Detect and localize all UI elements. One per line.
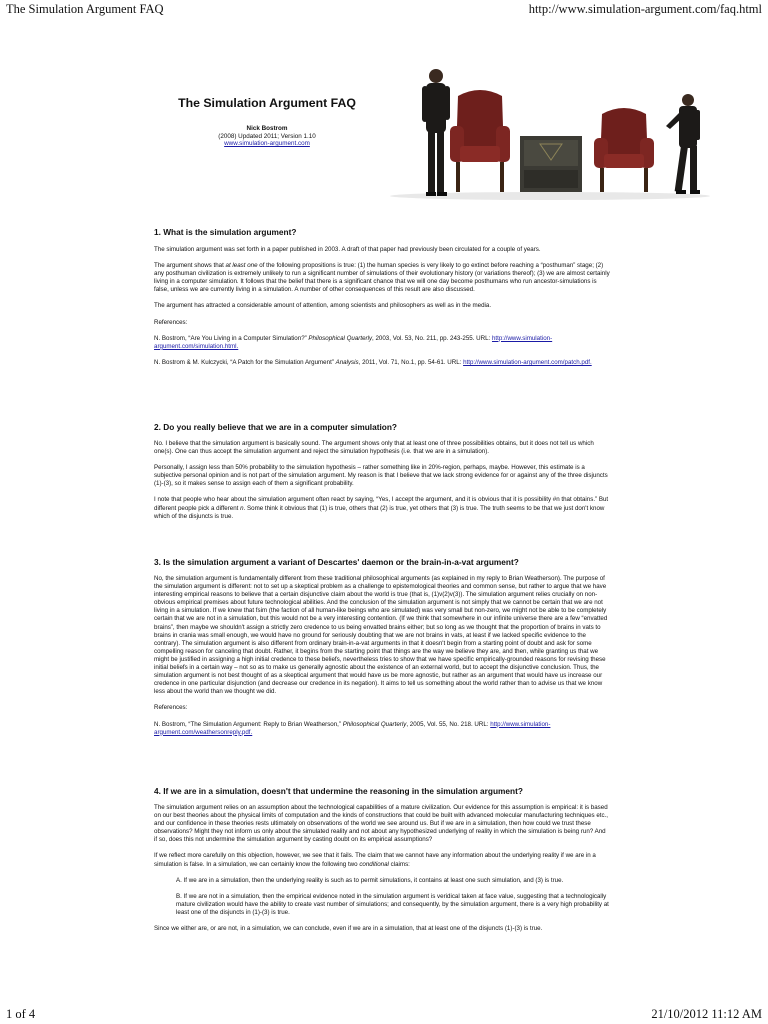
title-block — [176, 96, 358, 148]
section-4 — [154, 786, 610, 933]
reference-link[interactable]: http://www.simulation-argument.com/simulation.html. — [154, 334, 553, 350]
section-heading: 3. Is the simulation argument a variant of Descartes' daemon or the brain-in-a-vat argument? — [154, 557, 519, 567]
print-header-url: http://www.simulation-argument.com/faq.html — [528, 2, 762, 16]
paragraph: No. I believe that the simulation argument is basically sound. The argument shows only that at least one of three possibilities obtains, but it does not tell us which one(s). One can thus accept the simulation argument and reject the simulation hypothesis (i.e. that we are in a simulation). — [154, 440, 594, 456]
paragraph: Since we either are, or are not, in a simulation, we can conclude, even if we are in a simulation, that at least one of the disjuncts (1)-(3) is true. — [154, 925, 543, 933]
section-heading: 4. If we are in a simulation, doesn't that undermine the reasoning in the simulation argument? — [154, 786, 523, 796]
print-timestamp: 21/10/2012 11:12 AM — [651, 1007, 762, 1021]
paragraph: The argument shows that at least one of the following propositions is true: (1) the human species is very likely to go extinct before reaching a “posthuman” stage; (2) any posthuman civilization is extremely unlikely to run a significant number of simulations of their evolutionary history (or variations thereof); (3) we are almost certainly living in a computer simulation. It follows that the belief that there is a significant chance that we will one day become posthumans who run ancestor-simulations is false, unless we are currently living in a simulation. A number of other consequences of this result are also discussed. — [154, 262, 610, 294]
author-name: Nick Bostrom — [246, 125, 288, 132]
section-1 — [154, 227, 610, 367]
page-title: The Simulation Argument FAQ — [178, 96, 356, 110]
reference: N. Bostrom, “Are You Living in a Computer Simulation?” Philosophical Quarterly, 2003, Vol. 53, No. 211, pp. 243-255. URL: http://www.simulation-argument.com/simulation.html. — [154, 334, 553, 350]
claim-b: B. If we are not in a simulation, then the empirical evidence noted in the simulation argument is veridical taken at face value, suggesting that a technologically mature civilization would have the ability to create vast number of simulations; and consequently, by the simulation argument, there is a very high probability at least one of the disjuncts in (1)-(3) is true. — [176, 892, 609, 916]
paragraph: The simulation argument relies on an assumption about the technological capabilities of a mature civilization. Our evidence for this assumption is empirical: it is based on our best theories about the physical limits of computation and the kinds of constructions that could be built with advanced molecular manufacturing techniques etc., and our confidence in these theories rests ultimately on observations of the world we see around us. But if we are in a simulation, then how could we trust these observations? Might they not inform us only about the simulated reality and not about any hypothesized underlying of reality in which the simulation is being run? And if so, does this not undermine the simulation argument by casting doubt on its empirical assumptions? — [154, 804, 609, 844]
reference: N. Bostrom, “The Simulation Argument: Reply to Brian Weatherson,” Philosophical Quarterly, 2005, Vol. 55, No. 218. URL: http://www.simulation-argument.com/weathersonreply.pdf. — [154, 720, 551, 736]
page-number: 1 of 4 — [6, 1007, 36, 1021]
section-heading: 1. What is the simulation argument? — [154, 227, 297, 237]
paragraph: The simulation argument was set forth in a paper published in 2003. A draft of that paper had previously been circulated for a couple of years. — [154, 246, 541, 253]
reference-link[interactable]: http://www.simulation-argument.com/patch.pdf. — [463, 358, 592, 366]
references-label: References: — [154, 318, 188, 326]
reference-link[interactable]: http://www.simulation-argument.com/weathersonreply.pdf. — [154, 720, 551, 736]
version-info: (2008) Updated 2011; Version 1.10 — [218, 132, 316, 140]
paragraph: If we reflect more carefully on this objection, however, we see that it fails. The claim that we cannot have any information about the underlying reality if we are in a simulation is false. In a simulation, we can certainly know the following two conditional claims: — [154, 852, 596, 868]
print-footer — [6, 1007, 762, 1022]
paragraph: I note that people who hear about the simulation argument often react by saying, “Yes, I accept the argument, and it is obvious that it is possibility #n that obtains.” But different people pick a different n. Some think it obvious that (1) is true, others that (2) is true, yet others that (3) is true. The truth seems to be that we just don't know which of the disjuncts is true. — [154, 496, 609, 520]
section-2 — [154, 422, 610, 521]
paragraph: No, the simulation argument is fundamentally different from these traditional philosophical arguments (as explained in my reply to Brian Weatherson). The purpose of the simulation argument is different: not to set up a skeptical problem as a challenge to epistemological theories and common sense, but rather to argue that we have interesting empirical reasons to believe that a certain disjunctive claim about the world is true (that is, (1)v(2)v(3)). The simulation argument relies crucially on non-obvious empirical premises about future technological abilities. And the conclusion of the simulation argument is not simply that we cannot be certain that we are not living in a simulation. If we knew that fsim (the faction of all human-like beings who are simulated) was very small but non-zero, we might not be able to be completely certain that we are not in a simulation, but this would not be a very interesting contention. (If we think that somewhere in our infinite universe there are a few “envatted brains”, then maybe we shouldn't assign a strictly zero credence to us being envatted brains either; but so long as we thought that the proportion of brains in vats to brains in crania was small enough, we would have no ground for seriously doubting that we are not brains in vats, at least if we lacked specific evidence to the contrary). The simulation argument is also different from ordinary brain-in-a-vat arguments in that it doesn't begin from a starting point of doubt and ask for some compelling reason for canceling that doubt. Rather, it begins from the starting point that things are the way we believe they are, and then, while granting us that we might be justified in assigning a high initial credence to these beliefs, nevertheless tries to show that we have specific empirically-grounded reasons for revising these initial beliefs in a certain way – not so as to make us generally agnostic about the existence of an external world, but to accept the disjunctive conclusion. Thus, the simulation argument is not best thought of as a skeptical argument that would have us be more agnostic, but rather as an argument that would have us increase our credence in one particular disjunction (and decrease our credence in its negation). It aims to tell us something about the world rather than to advise us that we know less about the world than we thought we did. — [154, 575, 608, 696]
section-heading: 2. Do you really believe that we are in a computer simulation? — [154, 422, 397, 432]
cabinet-icon — [520, 136, 582, 192]
section-3 — [154, 557, 610, 737]
references-label: References: — [154, 704, 188, 712]
claim-a: A. If we are in a simulation, then the underlying reality is such as to permit simulations, it contains at least one such simulation, and (3) is true. — [176, 876, 564, 884]
paragraph: Personally, I assign less than 50% probability to the simulation hypothesis – rather something like in 20%-region, perhaps, maybe. However, this estimate is a subjective personal opinion and is not part of the simulation argument. My reason is that I believe that we lack strong evidence for or against any of the three disjuncts (1)-(3), so it makes sense to assign each of them a significant probability. — [154, 464, 608, 488]
print-header — [6, 2, 762, 17]
site-link[interactable]: www.simulation-argument.com — [224, 140, 310, 147]
reference: N. Bostrom & M. Kulczycki, “A Patch for the Simulation Argument” Analysis, 2011, Vol. 71, No.1, pp. 54-61. URL: http://www.simulation-argument.com/patch.pdf. — [154, 358, 592, 366]
hero-image — [380, 56, 716, 202]
print-header-title: The Simulation Argument FAQ — [6, 2, 164, 16]
paragraph: The argument has attracted a considerable amount of attention, among scientists and philosophers as well as in the media. — [154, 302, 492, 310]
